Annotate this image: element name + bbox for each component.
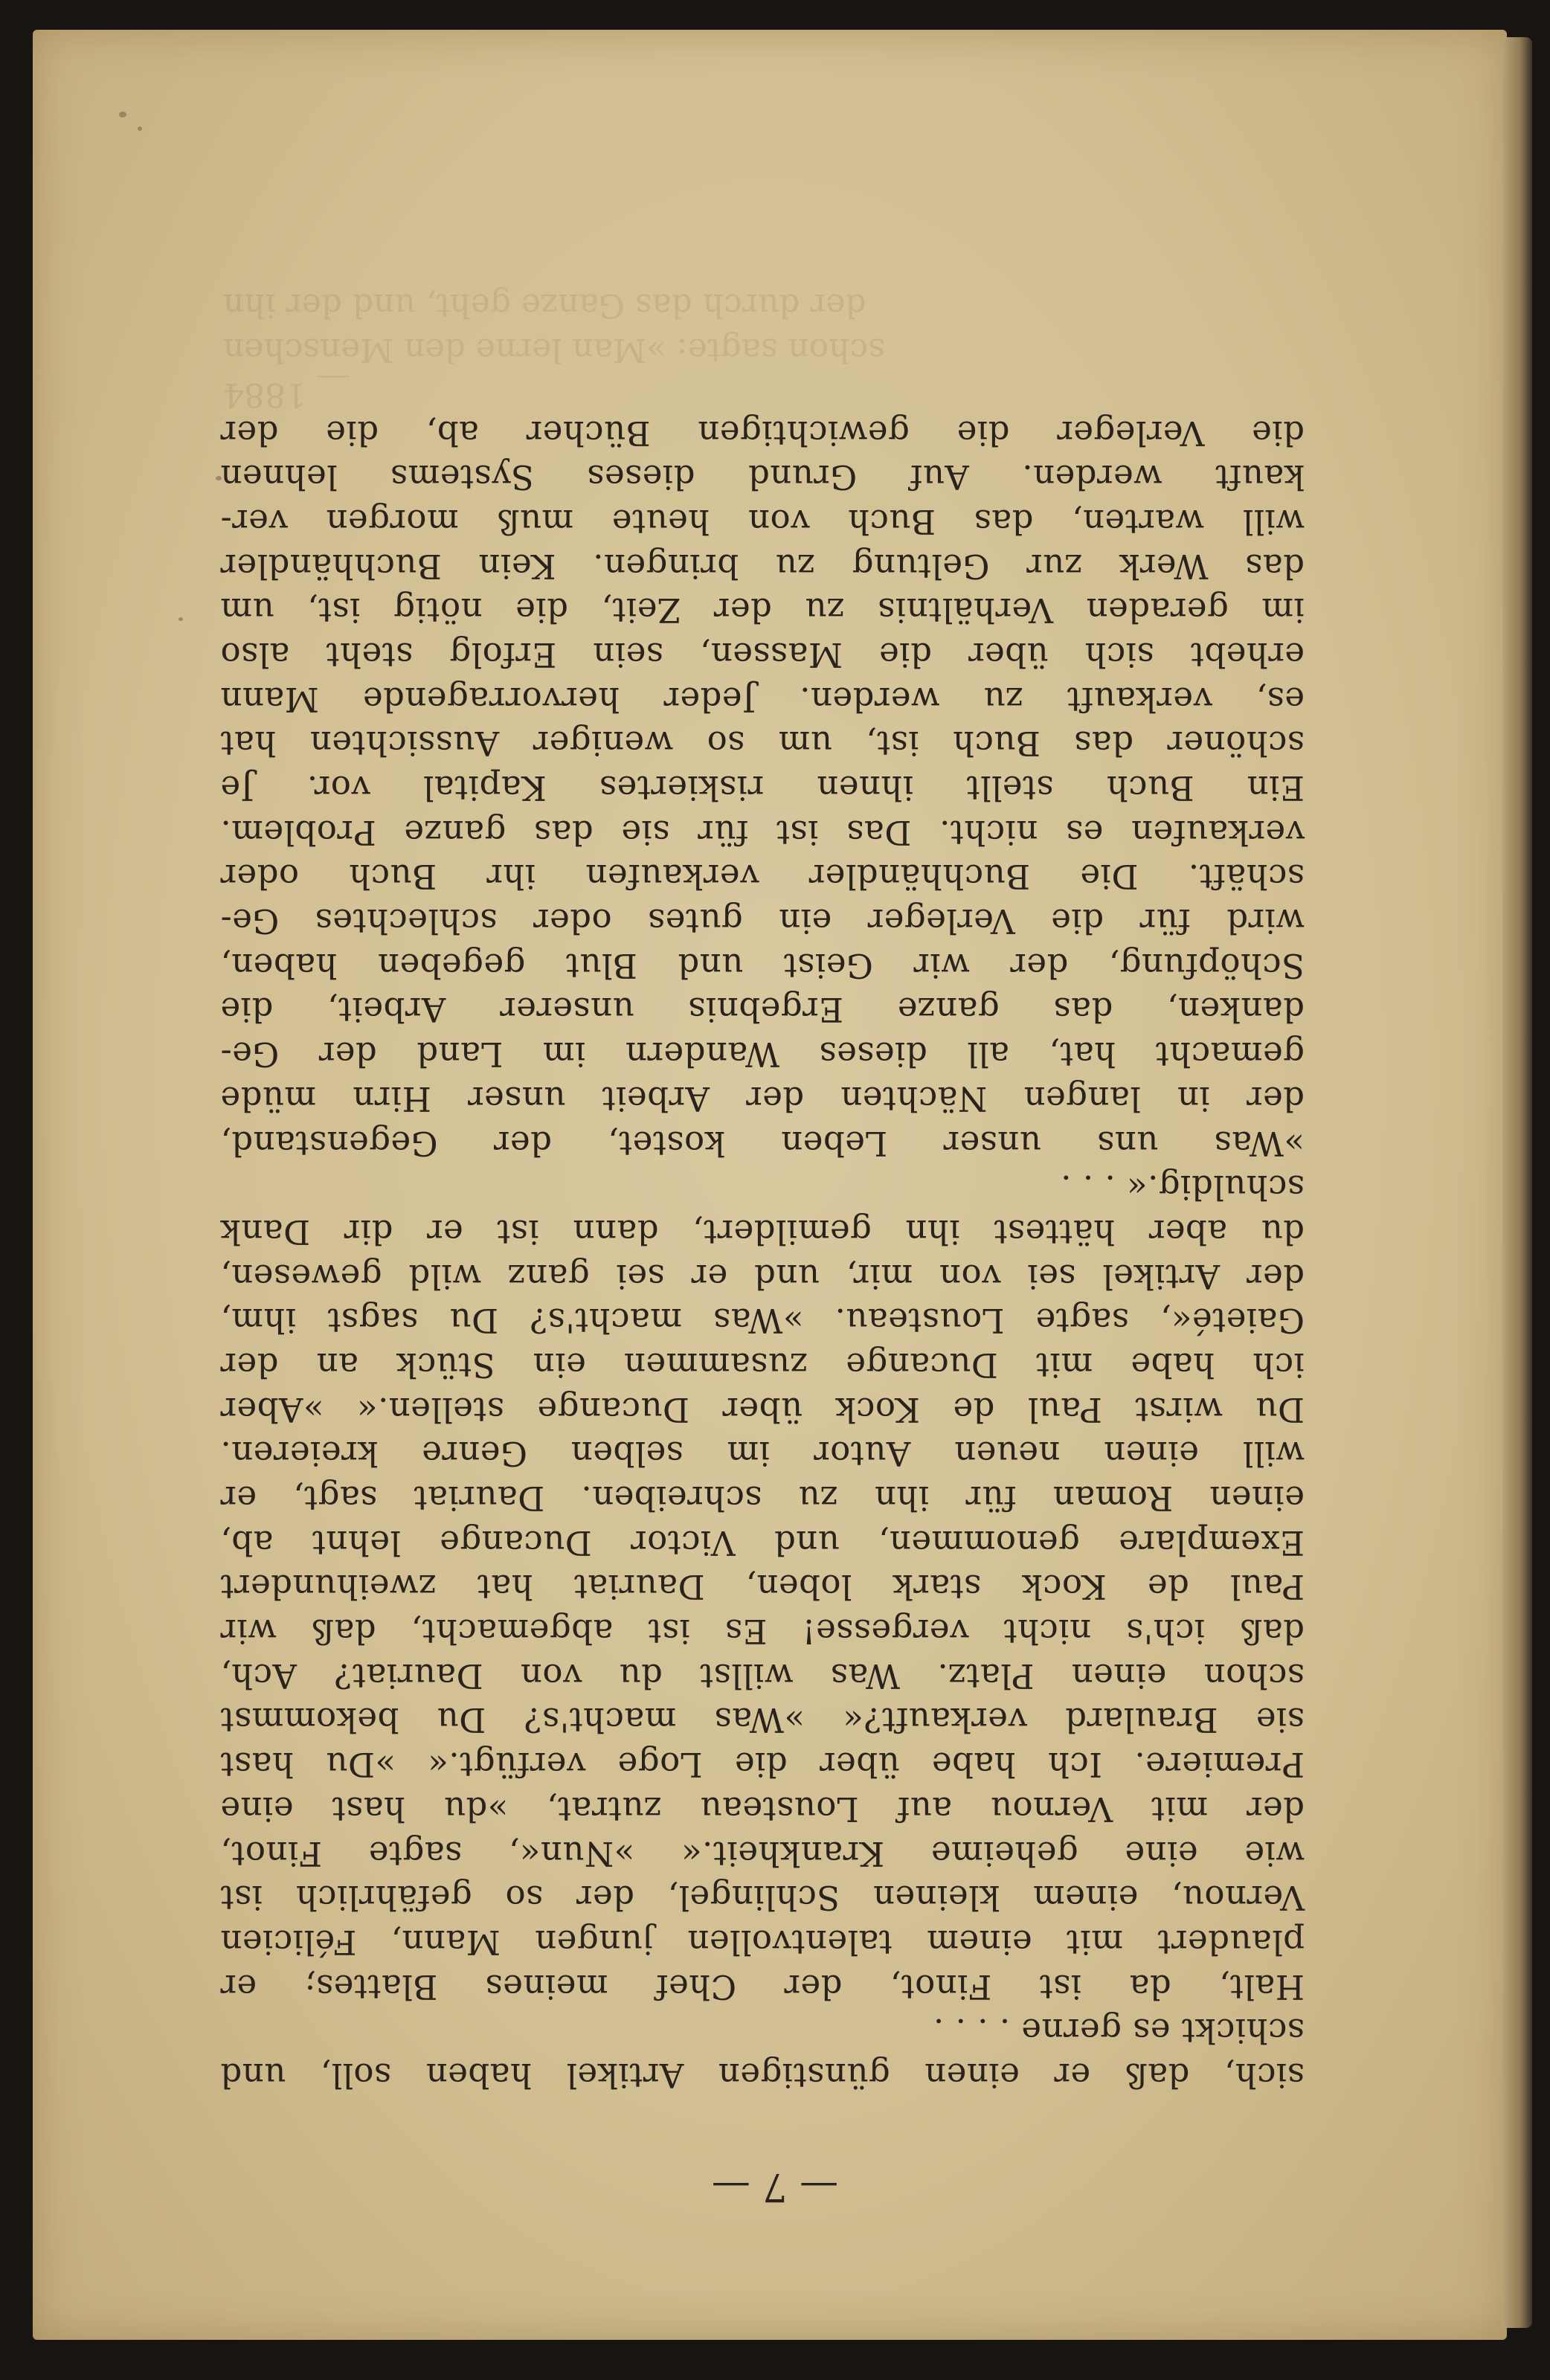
text-line: kauft werden. Auf Grund dieses Systems lehnen	[220, 457, 1305, 498]
paper-speck	[179, 617, 183, 621]
text-line: wird für die Verleger ein gutes oder schlechtes Ge-	[220, 901, 1305, 942]
bleed-through-text: __ 1884 schon sagte: »Man lerne den Menschen der durch das Ganze geht, und der ihn	[223, 286, 885, 414]
text-line: »Was uns unser Leben kostet, der Gegenstand,	[220, 1123, 1305, 1163]
text-line: sie Braulard verkauft?« »Was macht's? Du bekommst	[220, 1700, 1305, 1740]
text-line: Paul de Kock stark loben, Dauriat hat zweihundert	[220, 1567, 1305, 1607]
text-line: einen Roman für ihn zu schreiben. Dauriat sagt, er	[220, 1479, 1305, 1519]
text-line: Schöpfung, der wir Geist und Blut gegeben haben,	[220, 945, 1305, 985]
text-line: schöner das Buch ist, um so weniger Aussichten hat	[220, 724, 1305, 764]
paper-speck	[138, 126, 142, 131]
text-line: danken, das ganze Ergebnis unserer Arbeit, die	[220, 990, 1305, 1030]
text-line: ich habe mit Ducange zusammen ein Stück an der	[220, 1345, 1305, 1385]
body-text	[220, 411, 1305, 2097]
text-line: die Verleger die gewichtigen Bücher ab, die der	[220, 413, 1305, 453]
text-line: schon einen Platz. Was willst du von Dauriat? Ach,	[220, 1656, 1305, 1696]
text-line: erhebt sich über die Massen, sein Erfolg steht also	[220, 635, 1305, 675]
text-line: du aber hättest ihn gemildert, dann ist er dir Dank	[220, 1212, 1305, 1252]
text-line: Du wirst Paul de Kock über Ducange stellen.« »Aber	[220, 1389, 1305, 1429]
text-line: der Artikel sei von mir, und er sei ganz wild gewesen,	[220, 1256, 1305, 1296]
text-line: Exemplare genommen, und Victor Ducange lehnt ab,	[220, 1522, 1305, 1563]
text-line: plaudert mit einem talentvollen jungen Mann, Félicien	[220, 1922, 1305, 1962]
text-line: Halt, da ist Finot, der Chef meines Blattes; er	[220, 1966, 1305, 2007]
text-line: Premiere. Ich habe über die Loge verfügt.« »Du hast	[220, 1745, 1305, 1785]
text-line: Ein Buch stellt ihnen riskiertes Kapital vor. Je	[220, 768, 1305, 808]
text-line: daß ich's nicht vergesse! Es ist abgemacht, daß wir	[220, 1612, 1305, 1652]
text-line: Gaieté«, sagte Lousteau. »Was macht's? Du sagst ihm,	[220, 1301, 1305, 1341]
text-line: schäft. Die Buchhändler verkaufen ihr Buch oder	[220, 857, 1305, 897]
text-line: Vernou, einem kleinen Schlingel, der so gefährlich ist	[220, 1878, 1305, 1918]
text-line: im geraden Verhältnis zu der Zeit, die nötig ist, um	[220, 591, 1305, 631]
text-line: schickt es gerne . . . .	[933, 2011, 1305, 2051]
text-line: schuldig.« . . .	[1060, 1168, 1305, 1208]
text-line: verkaufen es nicht. Das ist für sie das ganze Problem.	[220, 812, 1305, 852]
text-line: der mit Vernou auf Lousteau zutrat, »du hast eine	[220, 1789, 1305, 1829]
paper-speck	[216, 476, 222, 480]
page-number: — 7 —	[711, 2164, 839, 2209]
text-line: wie eine geheime Krankheit.« »Nun«, sagte Finot,	[220, 1833, 1305, 1874]
text-line: der in langen Nächten der Arbeit unser Hirn müde	[220, 1078, 1305, 1119]
text-line: es, verkauft zu werden. Jeder hervorragende Mann	[220, 679, 1305, 719]
text-line: das Werk zur Geltung zu bringen. Kein Buchhändler	[220, 546, 1305, 586]
paper-speck	[119, 112, 126, 118]
text-line: gemacht hat, all dieses Wandern im Land der Ge-	[220, 1035, 1305, 1075]
text-line: will warten, das Buch von heute muß morgen ver-	[220, 501, 1305, 541]
text-line: will einen neuen Autor im selben Genre kreieren.	[220, 1434, 1305, 1474]
text-line: sich, daß er einen günstigen Artikel haben soll, und	[220, 2056, 1305, 2095]
